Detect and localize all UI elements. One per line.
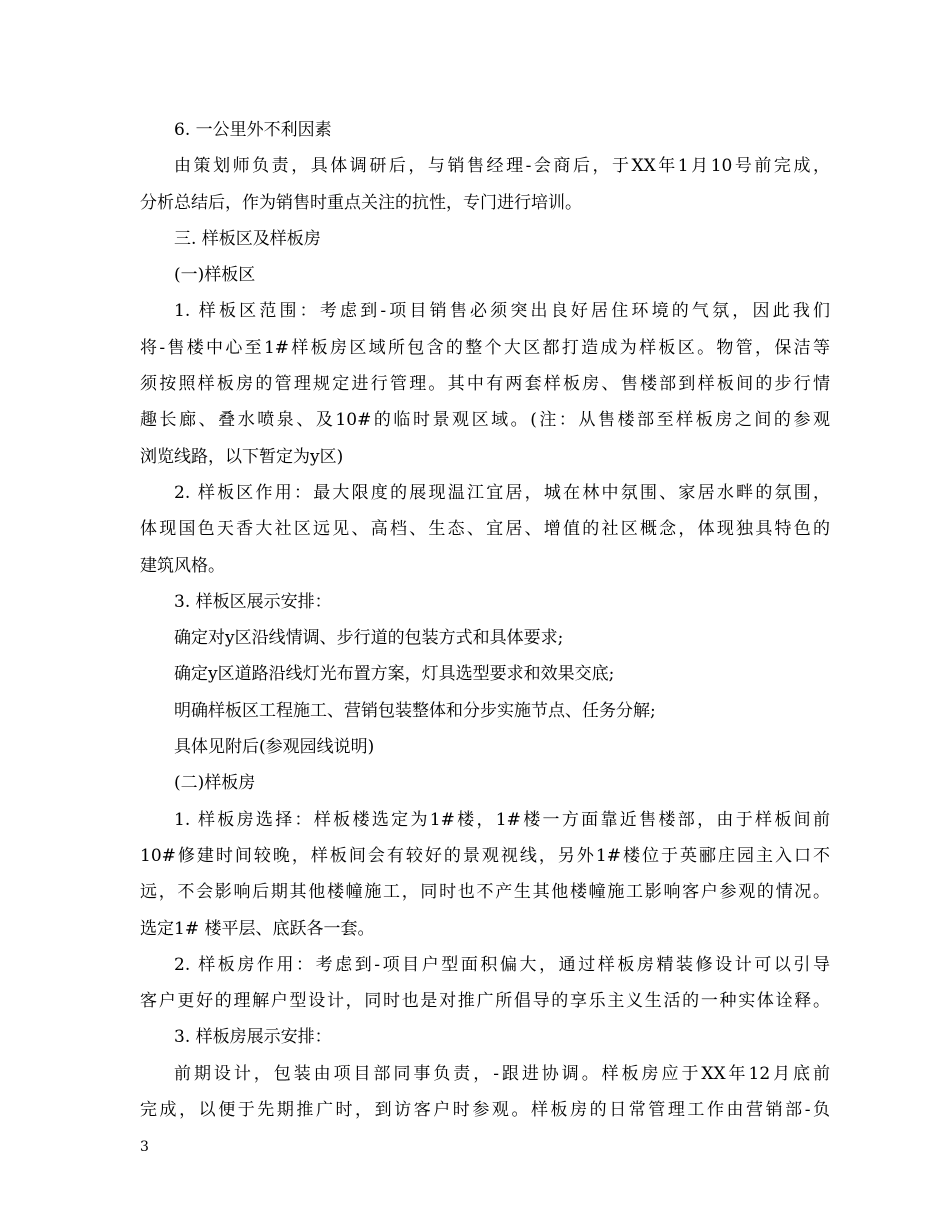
text-line: 确定对y区沿线情调、步行道的包装方式和具体要求; [174,628,564,649]
text-line: 浏览线路，以下暂定为y区) [140,446,344,467]
text-line: (一)样板区 [174,265,256,286]
document-body [140,112,830,1128]
page-number: 3 [140,1139,149,1155]
text-line: 分析总结后，作为销售时重点关注的抗性，专门进行培训。 [140,192,582,213]
text-line: 1. 样板区范围：考虑到-项目销售必须突出良好居住环境的气氛，因此我们 [174,301,830,322]
text-line: 2. 样板区作用：最大限度的展现温江宜居，城在林中氛围、家居水畔的氛围， [174,482,830,503]
text-line: 将-售楼中心至1#样板房区域所包含的整个大区都打造成为样板区。物管，保洁等 [140,337,830,358]
text-line: 建筑风格。 [140,555,225,576]
text-line: 三. 样板区及样板房 [174,228,321,249]
text-line: 前期设计，包装由项目部同事负责，-跟进协调。样板房应于XX年12月底前 [174,1063,830,1084]
text-line: 完成，以便于先期推广时，到访客户时参观。样板房的日常管理工作由营销部-负 [140,1100,830,1121]
text-line: 6. 一公里外不利因素 [174,120,332,140]
text-line: 1. 样板房选择：样板楼选定为1#楼，1#楼一方面靠近售楼部，由于样板间前 [174,809,830,830]
text-line: 体现国色天香大社区远见、高档、生态、宜居、增值的社区概念，体现独具特色的 [140,519,830,540]
text-line: 由策划师负责，具体调研后，与销售经理-会商后，于XX年1月10号前完成， [174,156,830,177]
text-line: 3. 样板房展示安排： [174,1027,332,1048]
text-line: 趣长廊、叠水喷泉、及10#的临时景观区域。(注：从售楼部至样板房之间的参观 [140,410,830,431]
text-line: 选定1# 楼平层、底跃各一套。 [140,918,375,939]
text-line: 须按照样板房的管理规定进行管理。其中有两套样板房、售楼部到样板间的步行情 [140,374,830,395]
text-line: 客户更好的理解户型设计，同时也是对推广所倡导的享乐主义生活的一种实体诠释。 [140,991,830,1012]
text-line: 远，不会影响后期其他楼幢施工，同时也不产生其他楼幢施工影响客户参观的情况。 [140,882,830,903]
text-line: 2. 样板房作用：考虑到-项目户型面积偏大，通过样板房精装修设计可以引导 [174,954,830,975]
text-line: 10#修建时间较晚，样板间会有较好的景观视线，另外1#楼位于英郦庄园主入口不 [140,845,830,866]
text-line: (二)样板房 [174,773,256,794]
text-line: 明确样板区工程施工、营销包装整体和分步实施节点、任务分解; [174,700,656,721]
text-line: 确定y区道路沿线灯光布置方案，灯具选型要求和效果交底; [174,664,615,685]
text-line: 3. 样板区展示安排： [174,591,332,612]
text-line: 具体见附后(参观园线说明) [174,737,375,758]
